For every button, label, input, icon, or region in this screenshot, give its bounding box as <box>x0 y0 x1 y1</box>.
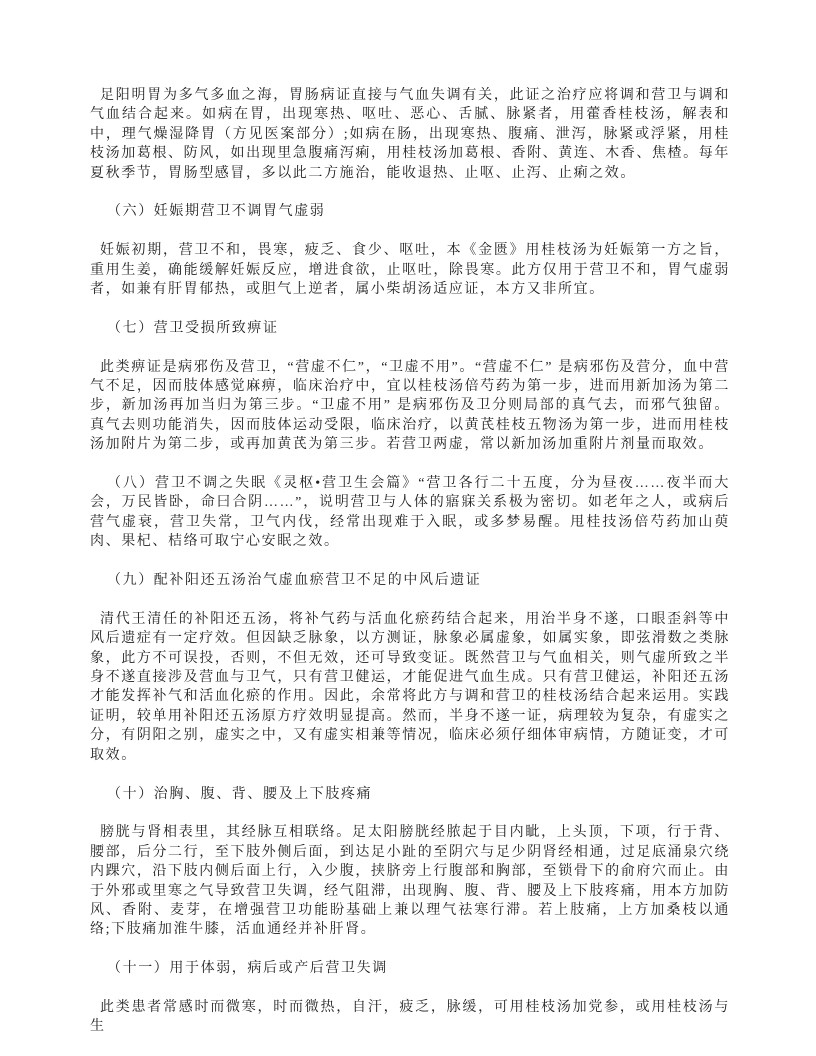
section-heading: （六）妊娠期营卫不调胃气虚弱 <box>107 204 326 220</box>
section-heading: （十）治胸、腹、背、腰及上下肢疼痛 <box>107 786 373 802</box>
paragraph: 此类患者常感时而微寒，时而微热，自汗，疲乏，脉缓，可用桂枝汤加党参，或用桂枝汤与生 <box>90 999 730 1035</box>
paragraph: 清代王清任的补阳还五汤，将补气药与活血化瘀药结合起来，用治半身不遂，口眼歪斜等中风后遗症有一定疗效。但因缺乏脉象，以方测证，脉象必属虚象，如属实象，即弦滑数之类脉象，此方不可误投，否则，不但无效，还可导致变证。既然营卫与气血相关，则气虚所致之半身不遂直接涉及营血与卫气，只有营卫健运，才能促进气血生成。只有营卫健运，补阳还五汤才能发挥补气和活血化瘀的作用。因此，余常将此方与调和营卫的桂枝汤结合起来运用。实践证明，较单用补阳还五汤原方疗效明显提高。然而，半身不遂一证，病理较为复杂，有虚实之分，有阴阳之别，虚实之中，又有虚实相兼等情况，临床必须仔细体审病情，方随证变，才可取效。 <box>90 611 730 763</box>
paragraph: 此类痹证是病邪伤及营卫，“营虚不仁”，“卫虚不用”。“营虚不仁” 是病邪伤及营分，血中营气不足，因而肢体感觉麻痹，临床治疗中，宜以桂枝汤倍芍药为第一步，进而用新加汤为第二步，新加汤再加当归为第三步。“卫虚不用” 是病邪伤及卫分则局部的真气去，而邪气独留。真气去则功能消失，因而肢体运动受限，临床治疗，以黄芪桂枝五物汤为第一步，进而用桂枝汤加附片为第二步，或再加黄芪为第三步。若营卫两虚，常以新加汤加重附片剂量而取效。 <box>90 359 730 453</box>
paragraph: 膀胱与肾相表里，其经脉互相联络。足太阳膀胱经脓起于目内眦，上头顶，下项，行于背、腰部，后分二行，至下肢外侧后面，到达足小趾的至阴穴与足少阴肾经相通，过足底涌泉穴绕内踝穴，沿下肢内侧后面上行，入少腹，挟脐旁上行腹部和胸部，至锁骨下的俞府穴而止。由于外邪或里寒之气导致营卫失调，经气阻滞，出现胸、腹、背、腰及上下肢疼痛，用本方加防风、香附、麦芽，在增强营卫功能盼基础上兼以理气祛寒行滞。若上肢痛，上方加桑枝以通络;下肢痛加淮牛膝，活血通经并补肝肾。 <box>90 825 730 938</box>
section-heading: （十一）用于体弱，病后或产后营卫失调 <box>107 961 388 977</box>
section-heading: （九）配补阳还五汤治气虚血瘀营卫不足的中风后遗证 <box>107 573 482 589</box>
section-heading-paragraph: （八）营卫不调之失眠《灵枢•营卫生会篇》“营卫各行二十五度，分为昼夜……夜半而大会，万民皆卧，命曰合阴……”，说明营卫与人体的寤寐关系极为密切。如老年之人，或病后营气虚衰，营卫失常，卫气内伐，经常出现难于入眠，或多梦易醒。甩桂技汤倍芍药加山萸肉、果杞、桔络可取宁心安眠之效。 <box>90 476 730 550</box>
text-column <box>90 86 730 1037</box>
paragraph: 足阳明胃为多气多血之海，胃肠病证直接与气血失调有关，此证之治疗应将调和营卫与调和气血结合起来。如病在胃，出现寒热、呕吐、恶心、舌腻、脉紧者，用藿香桂枝汤，解表和中，理气燥湿降胃（方见医案部分）;如病在肠，出现寒热、腹痛、泄泻，脉紧或浮紧，用桂枝汤加葛根、防风，如出现里急腹痛泻痢，用桂枝汤加葛根、香附、黄连、木香、焦楂。每年夏秋季节，胃肠型感冒，多以此二方施治，能收退热、止呕、止泻、止痢之效。 <box>90 88 730 181</box>
paragraph: 妊娠初期，营卫不和，畏寒，疲乏、食少、呕吐，本《金匮》用桂枝汤为妊娠第一方之旨，重用生姜，确能缓解妊娠反应，增进食欲，止呕吐，除畏寒。此方仅用于营卫不和，胃气虚弱者，如兼有肝胃郁热，或胆气上逆者，属小柴胡汤适应证，本方又非所宜。 <box>90 243 730 298</box>
section-heading: （七）营卫受损所致痹证 <box>107 320 279 336</box>
